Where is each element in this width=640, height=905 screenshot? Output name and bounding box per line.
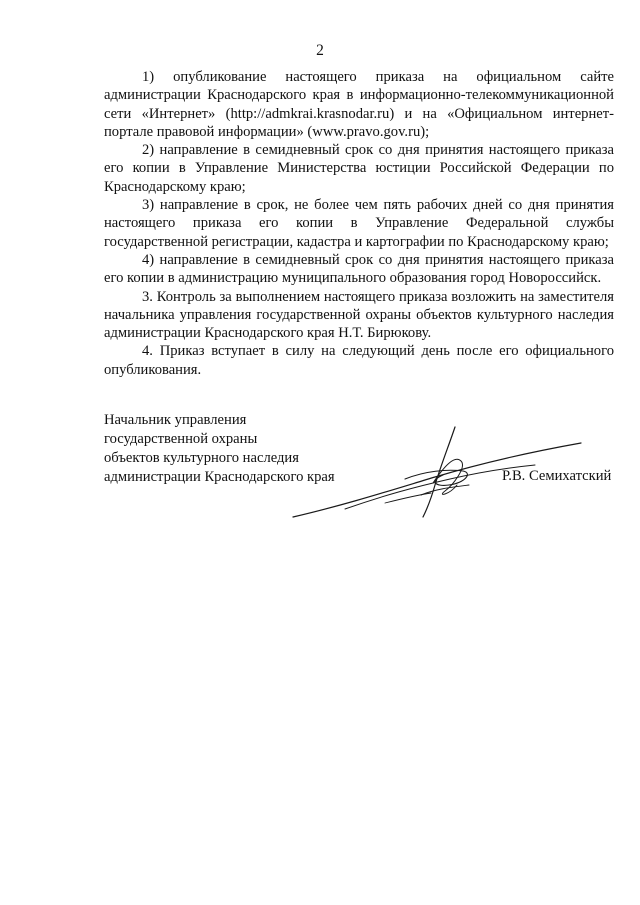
signer-position-line: объектов культурного наследия [104,450,299,466]
signer-position-line: администрации Краснодарского края [104,469,335,485]
signer-position-line: Начальник управления [104,412,247,428]
paragraph-novorossiysk: 4) направление в семидневный срок со дня принятия настоящего приказа его копии в администрацию муниципального образования город Новороссийск. [104,251,614,287]
signer-name: Р.В. Семихатский [502,468,612,484]
document-body [104,68,614,379]
paragraph-control: 3. Контроль за выполнением настоящего приказа возложить на заместителя начальника управления государственной охраны объектов культурного наследия администрации Краснодарского края Н.Т. Бирюкову. [104,288,614,342]
page-number: 2 [316,42,324,59]
paragraph-publication: 1) опубликование настоящего приказа на официальном сайте администрации Краснодарского края в информационно-телекоммуникационной сети «Интернет» (http://admkrai.krasnodar.ru) и на «Официальном интернет-портале правовой информации» (www.pravo.gov.ru); [104,69,614,140]
paragraph-rosreestr: 3) направление в срок, не более чем пять рабочих дней со дня принятия настоящего приказа его копии в Управление Федеральной службы государственной регистрации, кадастра и картографии по Краснодарскому краю; [104,197,614,250]
paragraph-ministry-justice: 2) направление в семидневный срок со дня принятия настоящего приказа его копии в Управление Министерства юстиции Российской Федерации по Краснодарскому краю; [104,142,614,195]
signer-position-line: государственной охраны [104,431,258,447]
paragraph-effective-date: 4. Приказ вступает в силу на следующий день после его официального опубликования. [104,343,614,378]
